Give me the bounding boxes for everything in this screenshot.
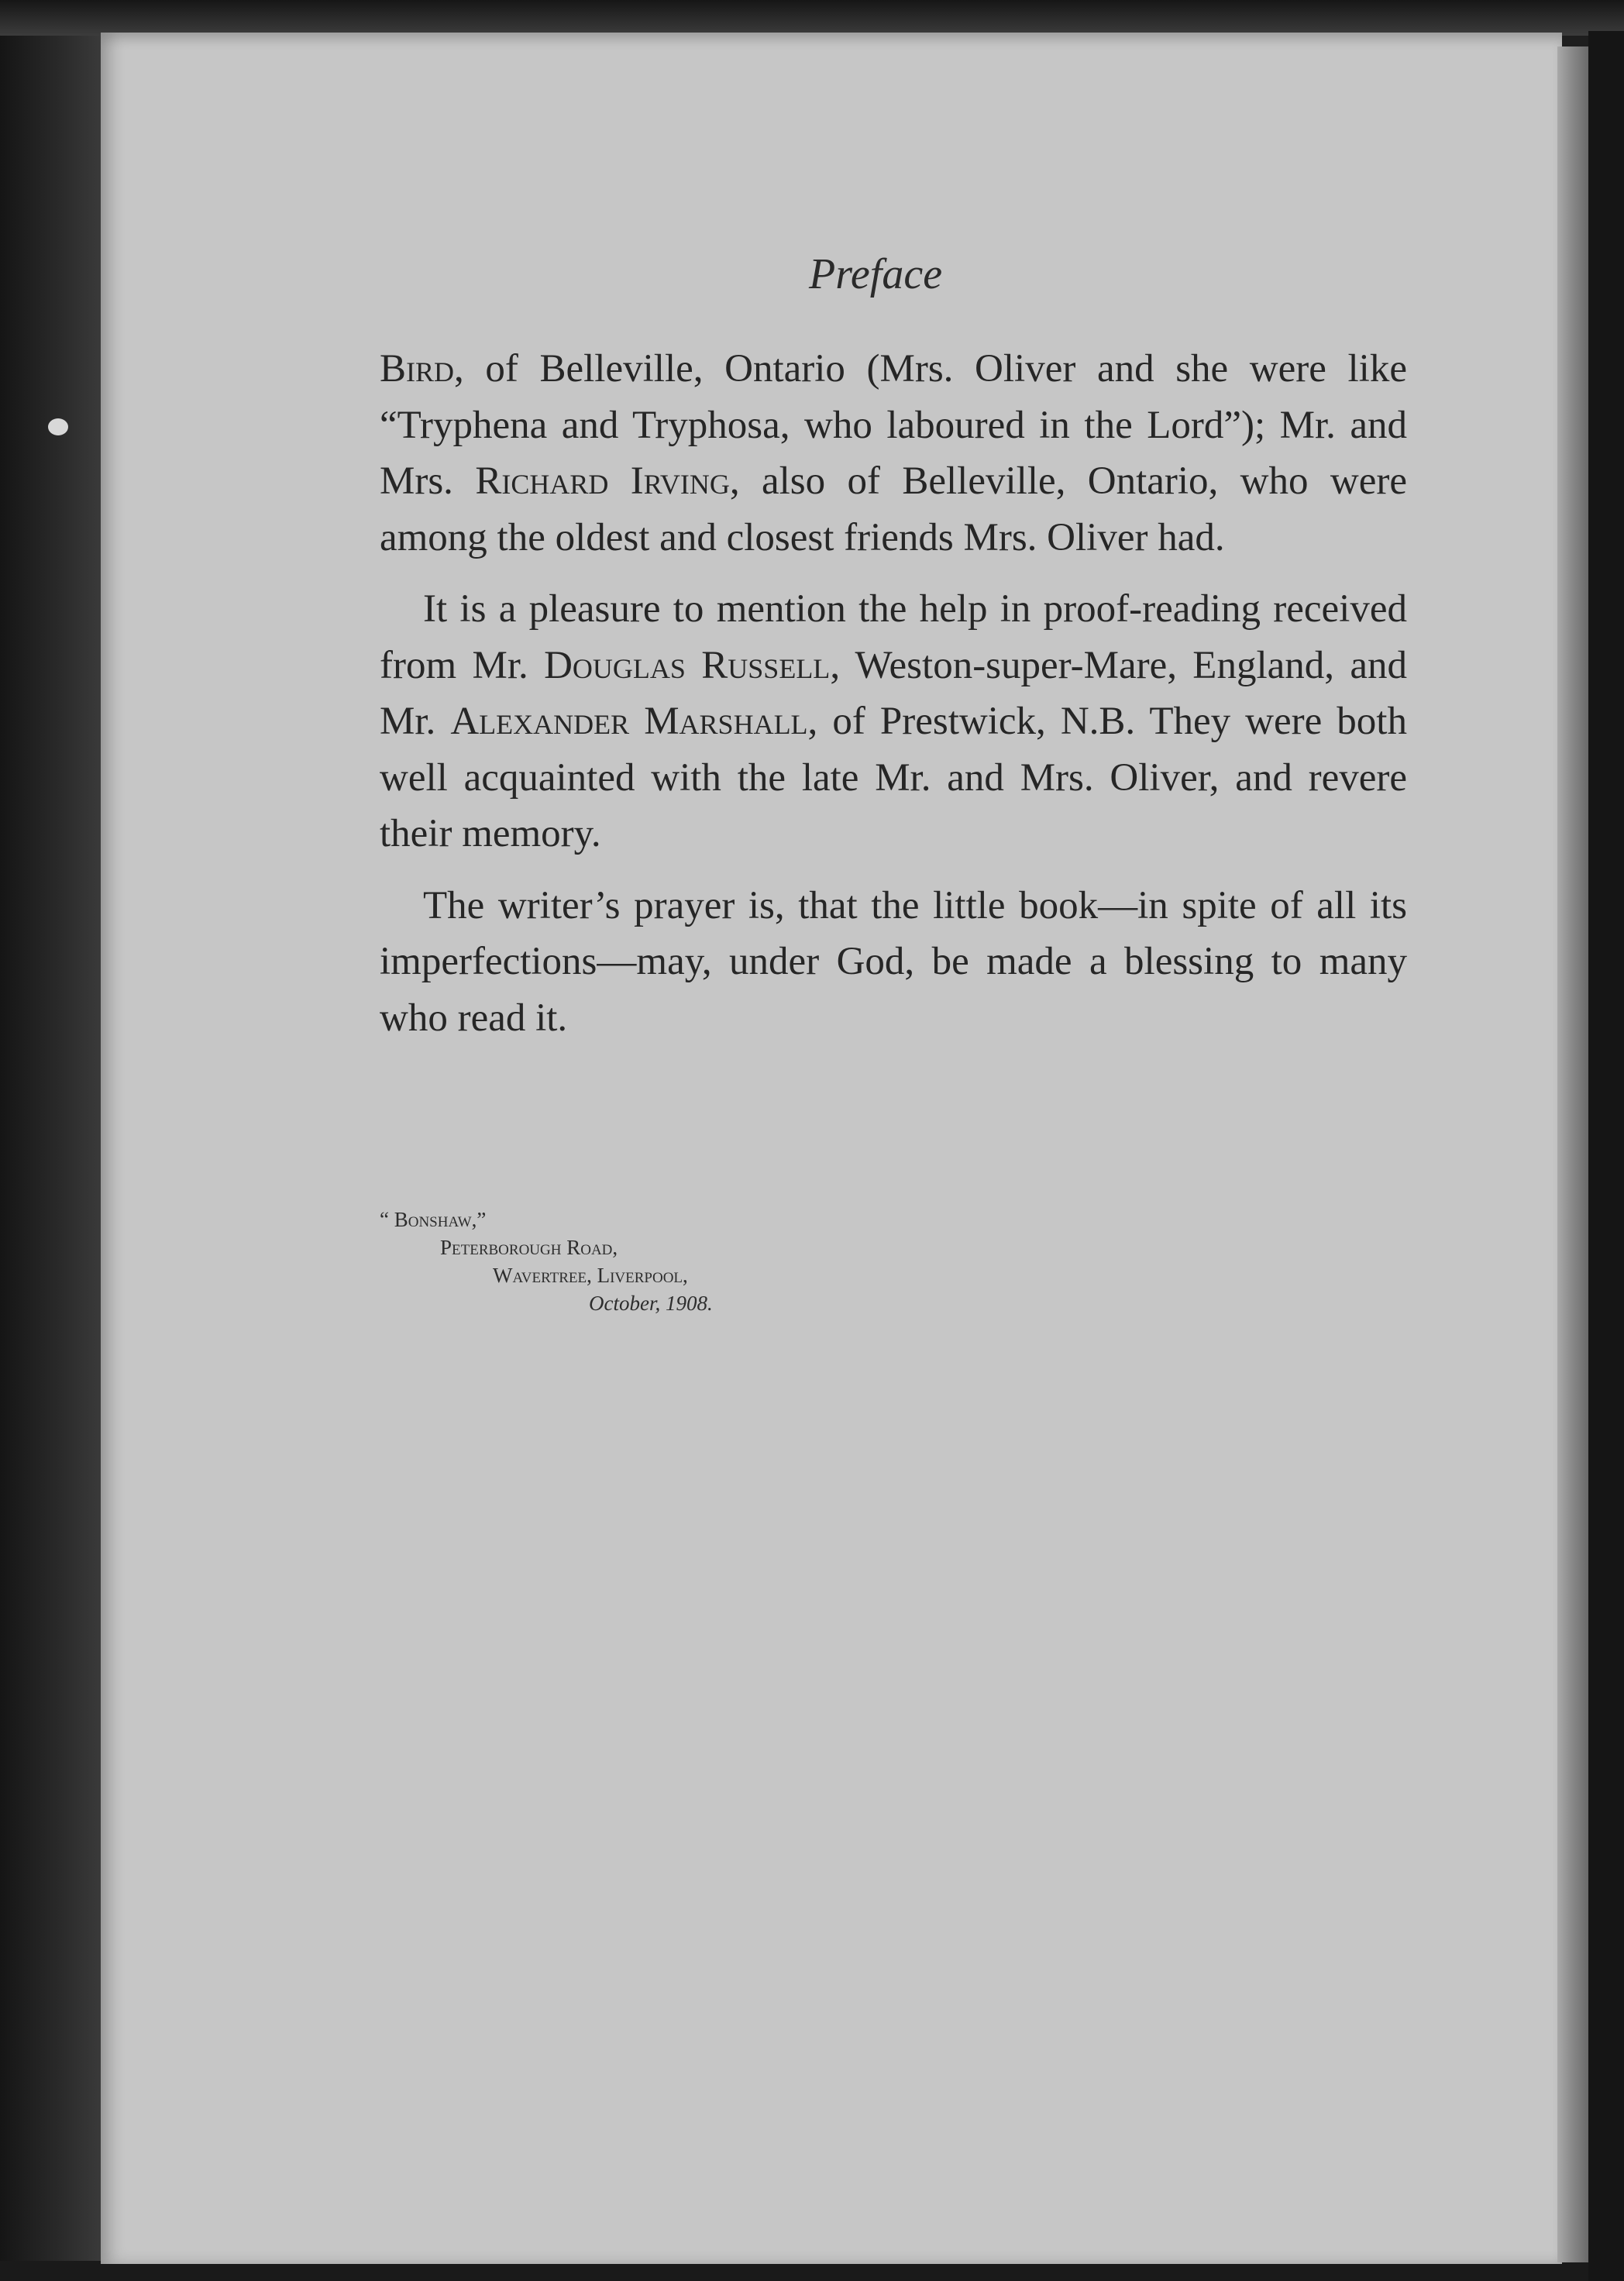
paragraph-text: , of Belleville, Ontario (Mrs. Oliver and she were like “Tryphena and Tryphosa, who laboured in the Lord”); Mr. and Mrs. bbox=[380, 347, 1407, 503]
page-edge-shadow bbox=[1557, 46, 1588, 2262]
preface-body bbox=[380, 341, 1407, 1046]
preface-paragraph bbox=[380, 581, 1407, 862]
preface-paragraph bbox=[380, 341, 1407, 566]
signature-house-name: “ Bonshaw,” bbox=[380, 1208, 487, 1231]
person-name: Richard Irving bbox=[475, 459, 730, 503]
person-name: Douglas Russell bbox=[544, 643, 831, 687]
paragraph-text: , also of Belleville, Ontario, who were among the oldest and closest friends Mrs. Oliver had. bbox=[380, 459, 1407, 559]
paragraph-text: , of Prestwick, N.B. They were both well acquainted with the late Mr. and Mrs. Oliver, and revere their memory. bbox=[380, 700, 1407, 855]
preface-paragraph bbox=[380, 878, 1407, 1047]
signature-block bbox=[380, 1206, 713, 1317]
scan-border-right bbox=[1588, 31, 1624, 2281]
person-name: Alexander Marshall bbox=[450, 700, 808, 743]
scan-border-left bbox=[0, 0, 101, 2281]
scan-border-top bbox=[0, 0, 1624, 36]
paragraph-text: It is a pleasure to mention the help in proof-reading received from Mr. bbox=[380, 587, 1407, 687]
signature-road: Peterborough Road, bbox=[440, 1236, 618, 1259]
scan-speck bbox=[48, 418, 68, 435]
signature-date: October, 1908. bbox=[589, 1292, 713, 1315]
signature-town: Wavertree, Liverpool, bbox=[493, 1264, 688, 1287]
person-name: Bird bbox=[380, 347, 455, 390]
running-head: Preface bbox=[809, 250, 943, 298]
paragraph-text: , Weston-super-Mare, England, and Mr. bbox=[380, 643, 1407, 743]
paragraph-text: The writer’s prayer is, that the little book—in spite of all its imperfections—may, under God, be made a blessing to many who read it. bbox=[380, 883, 1407, 1040]
